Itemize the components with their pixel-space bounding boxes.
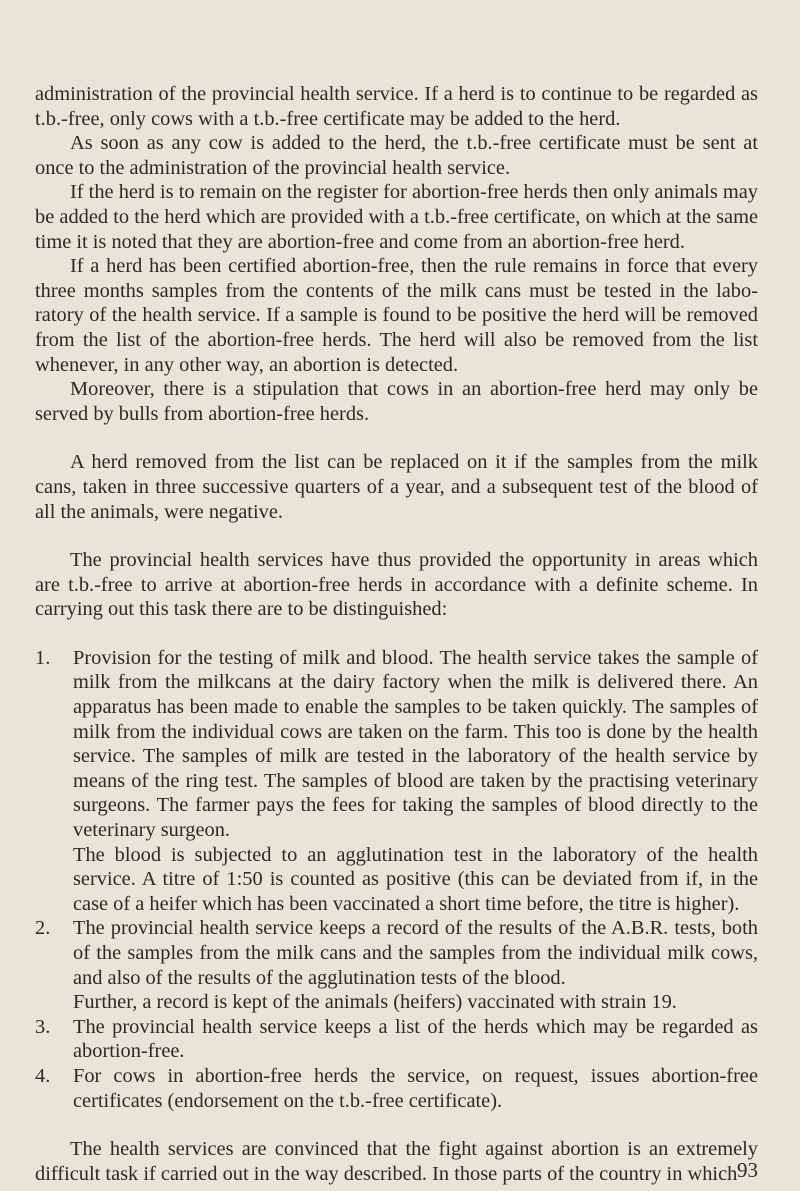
paragraph-register: If the herd is to remain on the register for abortion-free herds then only animals may be added to the herd which are provided with a t.b.-free certificate, on which at the same time it is noted that they are abortion-free and come from an abortion-free herd.: [35, 181, 758, 253]
list-item: [35, 1015, 758, 1064]
list-number: 4.: [35, 1064, 51, 1087]
spacer: [35, 524, 758, 548]
paragraph-continuation: administration of the provincial health service. If a herd is to continue to be regarded as t.b.-free, only cows with a t.b.-free certificate may be added to the herd.: [35, 83, 758, 130]
paragraph-closing: The health services are convinced that the fight against abortion is an extremely difficult task if carried out in the way described. In those parts of the country in which: [35, 1138, 758, 1185]
paragraph-replacement: A herd removed from the list can be replaced on it if the samples from the milk cans, taken in three successive quarters of a year, and a subsequent test of the blood of all the animals, were negative.: [35, 451, 758, 523]
list-number: 2.: [35, 917, 51, 940]
spacer: [35, 622, 758, 646]
list-number: 3.: [35, 1015, 51, 1038]
paragraph-bulls: Moreover, there is a stipulation that cows in an abortion-free herd may only be served by bulls from abortion-free herds.: [35, 378, 758, 425]
page-number: 93: [737, 1158, 758, 1182]
list-item-extra: Further, a record is kept of the animals (heifers) vaccinated with strain 19.: [73, 991, 677, 1014]
paragraph-provided: The provincial health services have thus provided the opportunity in areas which are t.b.-free to arrive at abortion-free herds in accordance with a definite scheme. In carrying out this task there are to be distinguished:: [35, 549, 758, 621]
paragraph-certificate: As soon as any cow is added to the herd, the t.b.-free certificate must be sent at once to the administration of the provincial health service.: [35, 132, 758, 179]
body-text: [35, 82, 758, 1186]
list-item-text: The provincial health service keeps a list of the herds which may be regarded as abortion-free.: [73, 1015, 758, 1063]
list-item-text: The provincial health service keeps a record of the results of the A.B.R. tests, both of the samples from the milk cans and the samples from the individual milk cows, and also of the results of the agglutination tests of the blood.: [73, 917, 758, 989]
list-item-text: For cows in abortion-free herds the service, on request, issues abortion-free certificates (endorsement on the t.b.-free certificate).: [73, 1064, 758, 1112]
list-item: [35, 646, 758, 917]
list-item: [35, 1064, 758, 1113]
list-item-text: Provision for the testing of milk and blood. The health service takes the sample of milk from the milkcans at the dairy factory when the milk is delivered there. An apparatus has been made to enable the samples to be taken quickly. The samples of milk from the individual cows are taken on the farm. This too is done by the health service. The samples of milk are tested in the laboratory of the health service by means of the ring test. The samples of blood are taken by the practising veterinary surgeons. The farmer pays the fees for taking the samples of blood directly to the veterinary surgeon.: [73, 646, 758, 842]
numbered-list: [35, 646, 758, 1113]
list-number: 1.: [35, 646, 51, 669]
list-item: [35, 916, 758, 1014]
list-item-extra: The blood is subjected to an agglutination test in the laboratory of the health service. A titre of 1:50 is counted as positive (this can be deviated from if, in the case of a heifer which has been vaccinated a short time before, the titre is higher).: [73, 843, 758, 915]
paragraph-certified: If a herd has been certified abortion-free, then the rule remains in force that every three months samples from the contents of the milk cans must be tested in the labo-ratory of the health service. If a sample is found to be positive the herd will be removed from the list of the abortion-free herds. The herd will also be removed from the list whenever, in any other way, an abortion is detected.: [35, 255, 758, 376]
spacer: [35, 1113, 758, 1137]
spacer: [35, 426, 758, 450]
